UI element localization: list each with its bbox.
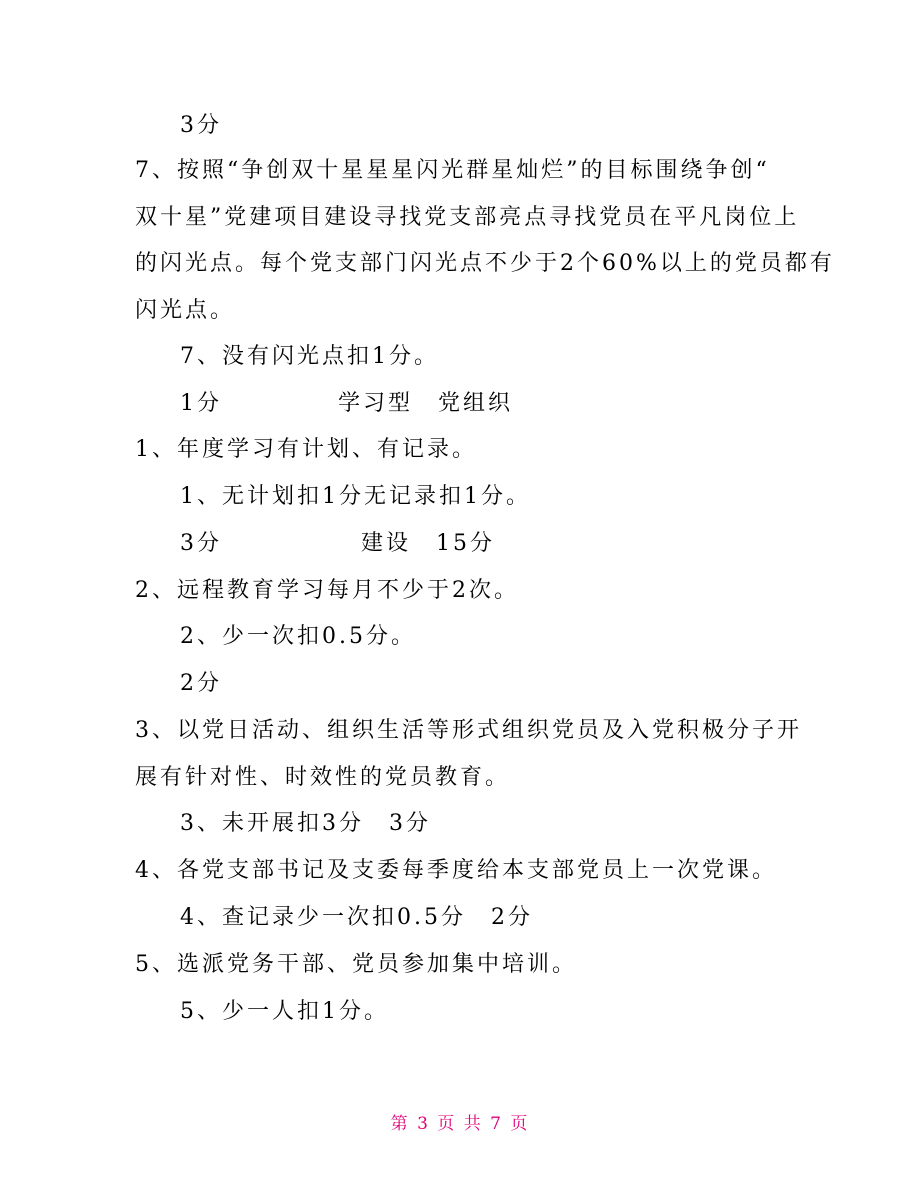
text-line-item7-cont1: 双十星”党建项目建设寻找党支部亮点寻找党员在平凡岗位上 <box>135 205 800 230</box>
text-line-item3: 3、以党日活动、组织生活等形式组织党员及入党积极分子开 <box>135 718 802 743</box>
text-line-item7-cont3: 闪光点。 <box>135 298 236 323</box>
text-line-item2: 2、远程教育学习每月不少于2次。 <box>135 578 519 603</box>
text-line-item3-cont: 展有针对性、时效性的党员教育。 <box>135 765 511 790</box>
text-line-item7: 7、按照“争创双十星星星闪光群星灿烂”的目标围绕争创“ <box>135 158 770 183</box>
text-line-score: 3分 <box>180 531 222 556</box>
text-line-deduction3: 3、未开展扣3分 3分 <box>180 811 431 836</box>
text-line-score: 1分 <box>180 391 222 416</box>
text-line-deduction5: 5、少一人扣1分。 <box>180 999 389 1024</box>
text-line-score: 2分 <box>180 671 222 696</box>
text-line-item5: 5、选派党务干部、党员参加集中培训。 <box>135 952 577 977</box>
section-heading-learning: 学习型 党组织 <box>338 391 514 416</box>
text-line-item1: 1、年度学习有计划、有记录。 <box>135 437 477 462</box>
text-line-deduction1: 1、无计划扣1分无记录扣1分。 <box>180 484 531 509</box>
page-number-footer: 第 3 页 共 7 页 <box>390 1114 530 1134</box>
section-heading-build: 建设 15分 <box>361 531 495 556</box>
text-line-deduction4: 4、查记录少一次扣0.5分 2分 <box>180 905 533 930</box>
text-line-score: 3分 <box>180 113 222 138</box>
text-line-deduction2: 2、少一次扣0.5分。 <box>180 624 416 649</box>
text-line-deduction7: 7、没有闪光点扣1分。 <box>180 344 439 369</box>
text-line-item4: 4、各党支部书记及支委每季度给本支部党员上一次党课。 <box>135 858 777 883</box>
text-line-item7-cont2: 的闪光点。每个党支部门闪光点不少于2个60%以上的党员都有 <box>135 251 835 276</box>
